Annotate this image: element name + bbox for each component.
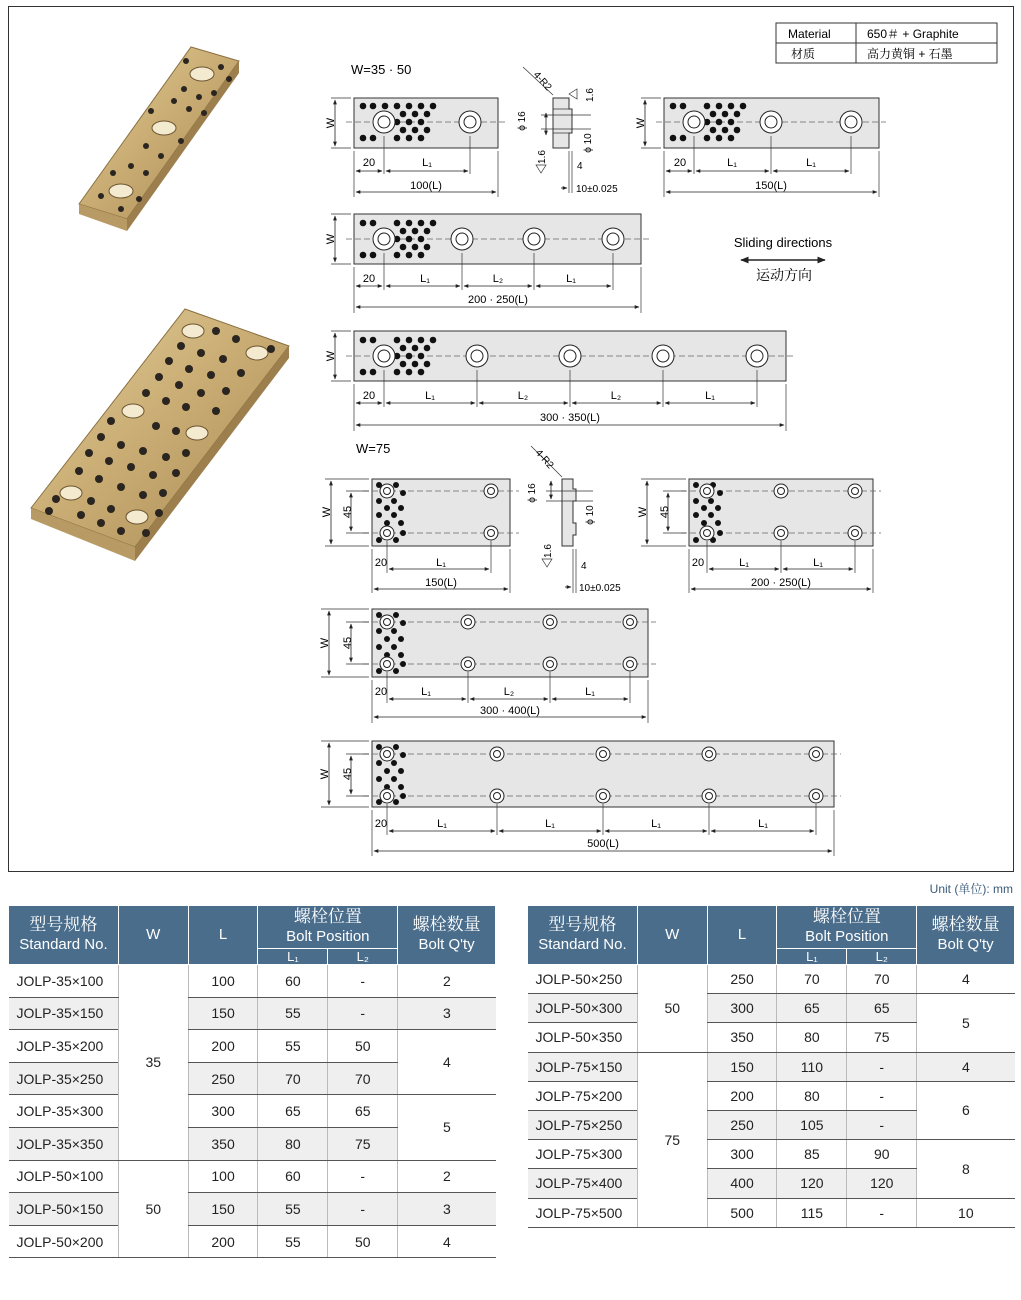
cell-standard-no: JOLP-75×150 — [528, 1052, 638, 1081]
cell-w: 75 — [637, 1052, 707, 1227]
cell-l1: 80 — [258, 1127, 328, 1160]
header-bolt-qty: 螺栓数量 Bolt Q'ty — [398, 906, 496, 965]
material-value-en: 650＃ + Graphite — [867, 27, 959, 41]
cell-l: 100 — [188, 965, 258, 998]
table-row — [528, 1198, 1015, 1227]
table-row — [9, 997, 496, 1030]
material-label-cn: 材质 — [791, 47, 816, 61]
cell-standard-no: JOLP-50×300 — [528, 994, 638, 1023]
cell-l2: 50 — [328, 1030, 398, 1063]
cell-w: 35 — [118, 965, 188, 1161]
bronze-plate-image-small — [79, 47, 239, 231]
cell-bolt-qty: 3 — [398, 997, 496, 1030]
svg-text:ϕ 16: ϕ 16 — [527, 483, 538, 503]
svg-text:45: 45 — [342, 636, 354, 650]
sliding-directions-note — [734, 235, 833, 283]
cell-l1: 55 — [258, 997, 328, 1030]
cell-l: 250 — [707, 965, 777, 994]
header-w: W — [637, 906, 707, 965]
header-standard-no: 型号规格 Standard No. — [528, 906, 638, 965]
svg-text:45: 45 — [342, 505, 354, 519]
cell-l2: - — [328, 1160, 398, 1193]
svg-text:W: W — [321, 506, 333, 518]
svg-text:10±0.025: 10±0.025 — [576, 184, 618, 195]
cell-l: 200 — [188, 1225, 258, 1258]
cell-standard-no: JOLP-35×350 — [9, 1127, 119, 1160]
cell-l2: 65 — [328, 1095, 398, 1128]
cell-bolt-qty: 4 — [917, 965, 1015, 994]
svg-text:L₁: L₁ — [705, 390, 715, 402]
cell-standard-no: JOLP-75×200 — [528, 1081, 638, 1110]
cell-l1: 60 — [258, 1160, 328, 1193]
cell-bolt-qty: 4 — [398, 1225, 496, 1258]
cell-l: 250 — [707, 1110, 777, 1139]
cell-standard-no: JOLP-75×250 — [528, 1110, 638, 1139]
svg-text:45: 45 — [342, 767, 354, 781]
svg-text:500(L): 500(L) — [587, 838, 619, 850]
table-row — [528, 1081, 1015, 1110]
header-l1: L₁ — [258, 949, 328, 965]
svg-text:W: W — [325, 350, 337, 362]
table-row — [528, 994, 1015, 1023]
svg-text:L₁: L₁ — [758, 818, 768, 830]
cell-bolt-qty: 2 — [398, 965, 496, 998]
svg-text:ϕ 10: ϕ 10 — [583, 133, 594, 153]
cell-l2: - — [847, 1198, 917, 1227]
header-l2: L₂ — [328, 949, 398, 965]
plate-drawing-75-200-250 — [637, 479, 881, 593]
cell-standard-no: JOLP-50×150 — [9, 1193, 119, 1226]
table-row — [9, 1193, 496, 1226]
plate-drawing-150 — [635, 98, 886, 197]
cell-standard-no: JOLP-50×350 — [528, 1023, 638, 1052]
header-standard-no: 型号规格 Standard No. — [9, 906, 119, 965]
sliding-label-en: Sliding directions — [733, 235, 833, 250]
cell-l: 200 — [707, 1081, 777, 1110]
svg-text:20: 20 — [362, 157, 376, 169]
header-w: W — [118, 906, 188, 965]
svg-text:1.6: 1.6 — [537, 150, 548, 164]
cell-standard-no: JOLP-50×200 — [9, 1225, 119, 1258]
unit-note: Unit (单位): mm — [929, 882, 1013, 896]
cell-l2: 120 — [847, 1169, 917, 1198]
cell-l1: 70 — [777, 965, 847, 994]
cell-l2: 75 — [847, 1023, 917, 1052]
svg-text:W: W — [319, 768, 331, 780]
svg-text:150(L): 150(L) — [755, 180, 787, 192]
cell-l1: 85 — [777, 1140, 847, 1169]
svg-text:ϕ 10: ϕ 10 — [585, 505, 596, 525]
cell-l1: 80 — [777, 1081, 847, 1110]
header-l2: L₂ — [847, 949, 917, 965]
svg-text:W: W — [319, 637, 331, 649]
svg-text:10±0.025: 10±0.025 — [579, 583, 621, 594]
cell-l: 200 — [188, 1030, 258, 1063]
plate-drawing-100 — [325, 98, 506, 197]
svg-text:20: 20 — [362, 390, 376, 402]
svg-text:20: 20 — [374, 686, 388, 698]
plate-drawing-300-350 — [325, 331, 793, 431]
cell-l2: 65 — [847, 994, 917, 1023]
cell-l2: 70 — [847, 965, 917, 994]
svg-text:200 · 250(L): 200 · 250(L) — [468, 294, 528, 306]
cell-l2: - — [847, 1052, 917, 1081]
header-l: L — [188, 906, 258, 965]
header-bolt-position: 螺栓位置 Bolt Position — [258, 906, 398, 949]
cell-l: 500 — [707, 1198, 777, 1227]
cell-bolt-qty: 3 — [398, 1193, 496, 1226]
svg-text:20: 20 — [374, 557, 388, 569]
cell-l1: 55 — [258, 1193, 328, 1226]
header-l1: L₁ — [777, 949, 847, 965]
svg-text:20: 20 — [673, 157, 687, 169]
cell-l: 250 — [188, 1062, 258, 1095]
cell-l1: 80 — [777, 1023, 847, 1052]
cell-l: 300 — [707, 1140, 777, 1169]
svg-text:100(L): 100(L) — [410, 180, 442, 192]
material-table — [776, 23, 997, 63]
bronze-plate-image-large — [31, 309, 289, 561]
plate-drawing-75-300-400 — [319, 609, 656, 723]
cell-l1: 65 — [258, 1095, 328, 1128]
svg-text:L₂: L₂ — [517, 390, 529, 402]
svg-text:L₁: L₁ — [566, 273, 576, 285]
plate-drawing-200-250 — [325, 214, 649, 313]
material-label-en: Material — [788, 27, 831, 41]
cell-standard-no: JOLP-35×250 — [9, 1062, 119, 1095]
svg-text:L₁: L₁ — [436, 557, 446, 569]
svg-text:W: W — [325, 233, 337, 245]
cell-w: 50 — [118, 1160, 188, 1258]
cell-standard-no: JOLP-35×100 — [9, 965, 119, 998]
cell-l1: 105 — [777, 1110, 847, 1139]
table-row — [9, 965, 496, 998]
svg-text:W: W — [325, 117, 337, 129]
svg-text:W: W — [637, 506, 649, 518]
cell-l: 100 — [188, 1160, 258, 1193]
cell-bolt-qty: 4 — [917, 1052, 1015, 1081]
table-row — [9, 1030, 496, 1063]
spec-table-right — [527, 905, 1015, 1228]
cell-l2: 50 — [328, 1225, 398, 1258]
cell-l: 300 — [188, 1095, 258, 1128]
table-row — [9, 1160, 496, 1193]
cell-standard-no: JOLP-50×100 — [9, 1160, 119, 1193]
cell-bolt-qty: 2 — [398, 1160, 496, 1193]
cell-l2: - — [847, 1081, 917, 1110]
svg-text:4: 4 — [581, 561, 587, 572]
header-bolt-position: 螺栓位置 Bolt Position — [777, 906, 917, 949]
svg-text:L₁: L₁ — [420, 273, 430, 285]
cell-l1: 55 — [258, 1030, 328, 1063]
svg-text:L₁: L₁ — [727, 157, 737, 169]
cell-standard-no: JOLP-35×300 — [9, 1095, 119, 1128]
table-row — [9, 1225, 496, 1258]
cell-standard-no: JOLP-35×200 — [9, 1030, 119, 1063]
svg-text:1.6: 1.6 — [585, 88, 596, 102]
svg-text:200 · 250(L): 200 · 250(L) — [751, 577, 811, 589]
cell-l: 300 — [707, 994, 777, 1023]
svg-text:L₁: L₁ — [651, 818, 661, 830]
svg-text:L₁: L₁ — [437, 818, 447, 830]
cell-l: 150 — [707, 1052, 777, 1081]
svg-text:1.6: 1.6 — [543, 544, 554, 558]
cell-bolt-qty: 10 — [917, 1198, 1015, 1227]
cell-bolt-qty: 8 — [917, 1140, 1015, 1198]
cell-l2: 75 — [328, 1127, 398, 1160]
cell-bolt-qty: 5 — [398, 1095, 496, 1160]
side-section-view-75 — [527, 446, 621, 594]
svg-text:150(L): 150(L) — [425, 577, 457, 589]
svg-text:4: 4 — [577, 161, 583, 172]
svg-text:L₁: L₁ — [421, 686, 431, 698]
spec-table-left — [8, 905, 496, 1258]
svg-text:L₁: L₁ — [739, 557, 749, 569]
cell-l2: - — [847, 1110, 917, 1139]
table-row — [528, 1052, 1015, 1081]
svg-text:L₁: L₁ — [422, 157, 432, 169]
cell-l: 150 — [188, 997, 258, 1030]
svg-text:20: 20 — [374, 818, 388, 830]
cell-l2: 70 — [328, 1062, 398, 1095]
svg-text:L₁: L₁ — [425, 390, 435, 402]
cell-standard-no: JOLP-35×150 — [9, 997, 119, 1030]
material-value-cn: 高力黄铜 + 石墨 — [867, 47, 953, 61]
cell-l2: - — [328, 965, 398, 998]
svg-text:L₁: L₁ — [585, 686, 595, 698]
svg-text:L₁: L₁ — [806, 157, 816, 169]
cell-l: 350 — [188, 1127, 258, 1160]
table-row — [9, 1095, 496, 1128]
cell-l2: - — [328, 997, 398, 1030]
table-row — [528, 965, 1015, 994]
cell-standard-no: JOLP-75×400 — [528, 1169, 638, 1198]
svg-text:4-R2: 4-R2 — [530, 69, 554, 94]
cell-l2: - — [328, 1193, 398, 1226]
cell-l: 350 — [707, 1023, 777, 1052]
cell-bolt-qty: 4 — [398, 1030, 496, 1095]
svg-text:20: 20 — [362, 273, 376, 285]
svg-text:300 · 400(L): 300 · 400(L) — [480, 705, 540, 717]
cell-l1: 60 — [258, 965, 328, 998]
svg-text:L₂: L₂ — [503, 686, 515, 698]
cell-l1: 70 — [258, 1062, 328, 1095]
svg-text:W: W — [635, 117, 647, 129]
cell-l1: 110 — [777, 1052, 847, 1081]
svg-text:ϕ 16: ϕ 16 — [517, 111, 528, 131]
technical-drawing-frame — [8, 6, 1014, 872]
cell-bolt-qty: 5 — [917, 994, 1015, 1052]
cell-l1: 115 — [777, 1198, 847, 1227]
cell-standard-no: JOLP-75×500 — [528, 1198, 638, 1227]
svg-text:L₂: L₂ — [492, 273, 504, 285]
plate-drawing-75-150 — [321, 479, 519, 593]
svg-text:L₂: L₂ — [610, 390, 622, 402]
plate-drawing-75-500 — [319, 741, 841, 856]
cell-standard-no: JOLP-75×300 — [528, 1140, 638, 1169]
cell-standard-no: JOLP-50×250 — [528, 965, 638, 994]
svg-text:4-R2: 4-R2 — [532, 447, 556, 472]
svg-text:45: 45 — [659, 505, 671, 519]
header-l: L — [707, 906, 777, 965]
technical-drawing — [9, 7, 1013, 871]
cell-l1: 55 — [258, 1225, 328, 1258]
header-bolt-qty: 螺栓数量 Bolt Q'ty — [917, 906, 1015, 965]
cell-bolt-qty: 6 — [917, 1081, 1015, 1139]
sliding-label-cn: 运动方向 — [756, 267, 812, 283]
section-label-w35-50: W=35 · 50 — [351, 62, 412, 77]
svg-text:20: 20 — [691, 557, 705, 569]
section-label-w75: W=75 — [356, 441, 391, 456]
cell-l1: 65 — [777, 994, 847, 1023]
cell-l: 400 — [707, 1169, 777, 1198]
svg-text:L₁: L₁ — [813, 557, 823, 569]
cell-l2: 90 — [847, 1140, 917, 1169]
svg-text:L₁: L₁ — [545, 818, 555, 830]
cell-l: 150 — [188, 1193, 258, 1226]
table-row — [528, 1140, 1015, 1169]
cell-l1: 120 — [777, 1169, 847, 1198]
cell-w: 50 — [637, 965, 707, 1053]
side-section-view-35-50 — [517, 67, 618, 195]
svg-text:300 · 350(L): 300 · 350(L) — [540, 412, 600, 424]
